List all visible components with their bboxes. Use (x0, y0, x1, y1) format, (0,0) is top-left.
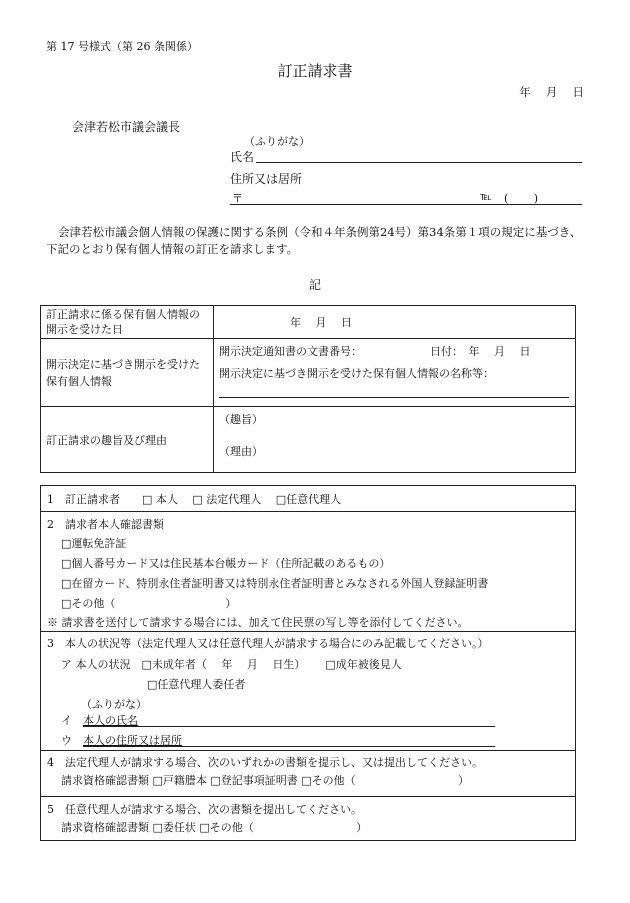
section4-documents[interactable]: 請求資格確認書類 □戸籍謄本 □登記事項証明書 □その他（ ） (61, 774, 470, 787)
section3-title: 3 本人の状況等（法定代理人又は任意代理人が請求する場合にのみ記載してください。） (47, 637, 489, 650)
postal-mark: 〒 (232, 192, 243, 205)
info-table (40, 305, 576, 473)
row3-purpose: （趣旨） (219, 413, 263, 426)
section-divider (41, 796, 575, 797)
principal-address-field[interactable] (83, 746, 495, 747)
section2-item[interactable]: □運転免許証 (61, 537, 127, 550)
row1-value[interactable]: 年 月 日 (214, 306, 576, 339)
details-box (40, 485, 576, 841)
section3-status[interactable]: ア 本人の状況 □未成年者（ 年 月 日生） □成年被後見人 (61, 658, 402, 671)
row2-value[interactable] (214, 339, 576, 407)
addressee: 会津若松市議会議長 (72, 120, 181, 134)
section-divider (41, 750, 575, 751)
tel-paren: ( ) (504, 192, 539, 205)
section5-documents[interactable]: 請求資格確認書類 □委任状 □その他（ ） (61, 821, 368, 834)
section-divider (41, 511, 575, 512)
intro-paragraph: 会津若松市議会個人情報の保護に関する条例（令和４年条例第24号）第34条第１項の規定に基づき、下記のとおり保有個人情報の訂正を請求します。 (46, 225, 582, 256)
row3-label: 訂正請求の趣旨及び理由 (41, 407, 214, 473)
row2-date: 日付： 年 月 日 (430, 345, 531, 358)
applicant-name-label: 氏名 (230, 150, 255, 164)
section5-instruction: 5 任意代理人が請求する場合、次の書類を提出してください。 (47, 803, 362, 816)
tel-icon: ℡ (480, 190, 492, 203)
section4-instruction: 4 法定代理人が請求する場合、次のいずれかの書類を提示し、又は提出してください。 (47, 756, 483, 769)
section-divider (41, 631, 575, 632)
section2-note: ※ 請求書を送付して請求する場合には、加えて住民票の写し等を添付してください。 (47, 616, 469, 629)
row2-doc-no: 開示決定通知書の文書番号： (219, 345, 362, 358)
request-date: 年 月 日 (519, 85, 584, 99)
section3-i-prefix: イ (61, 714, 72, 727)
principal-name-field[interactable] (83, 726, 495, 727)
applicant-name-field[interactable] (256, 147, 582, 163)
applicant-address-label: 住所又は居所 (230, 172, 303, 186)
form-number: 第 17 号様式（第 26 条関係） (46, 40, 198, 53)
section2-item[interactable]: □在留カード、特別永住者証明書又は特別永住者証明書とみなされる外国人登録証明書 (61, 577, 489, 590)
section1-requester[interactable]: 1 訂正請求者 □ 本人 □ 法定代理人 □任意代理人 (47, 493, 342, 506)
section3-furigana: （ふりがな） (81, 698, 147, 711)
ki-heading: 記 (308, 278, 321, 292)
applicant-furigana-label: （ふりがな） (244, 135, 310, 148)
section2-item[interactable]: □その他（ ） (61, 597, 237, 610)
row2-name-line (219, 397, 569, 398)
section3-principal-address-label: 本人の住所又は居所 (83, 734, 182, 747)
row2-name: 開示決定に基づき開示を受けた保有個人情報の名称等： (219, 367, 494, 380)
section2-title: 2 請求者本人確認書類 (47, 518, 164, 531)
row2-label: 開示決定に基づき開示を受けた保有個人情報 (41, 339, 214, 407)
row3-reason: （理由） (219, 445, 263, 458)
section3-principal-name-label: 本人の氏名 (83, 714, 138, 727)
section2-item[interactable]: □個人番号カード又は住民基本台帳カード（住所記載のあるもの） (61, 557, 391, 570)
row1-label: 訂正請求に係る保有個人情報の開示を受けた日 (41, 306, 214, 339)
row3-value[interactable] (214, 407, 576, 473)
section3-u-prefix: ウ (61, 734, 72, 747)
section3-status-delegator[interactable]: □任意代理人委任者 (147, 678, 246, 691)
page-title: 訂正請求書 (277, 62, 353, 80)
